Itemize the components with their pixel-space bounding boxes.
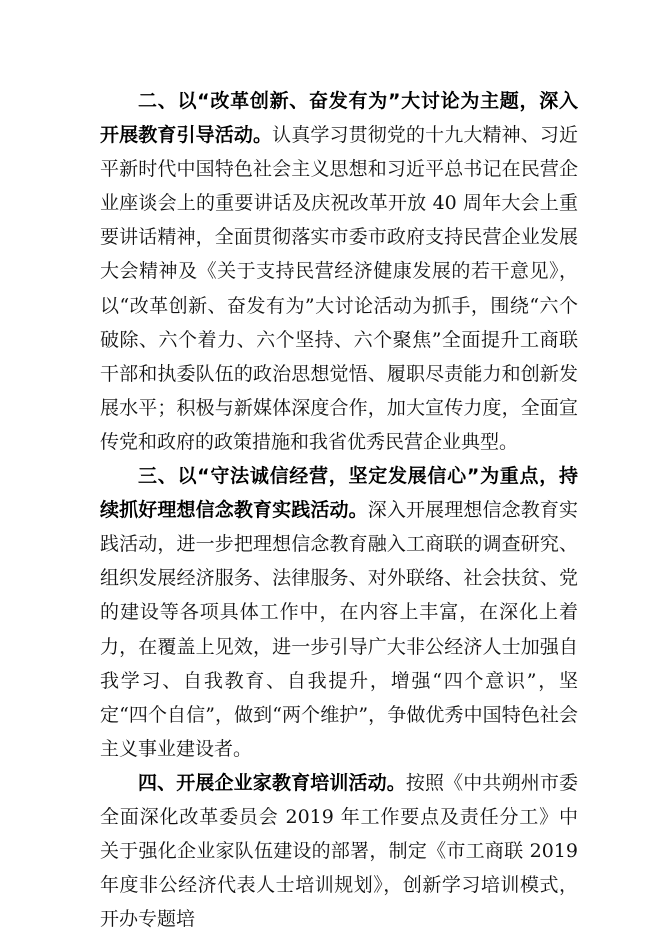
document-body <box>100 84 578 936</box>
paragraph-2-heading: 二、以“改革创新、奋发有为”大讨论为主题，深入开展教育引导活动。 <box>100 90 578 147</box>
paragraph-4-body: 按照《中共朔州市委全面深化改革委员会 2019 年工作要点及责任分工》中关于强化企业家队伍建设的部署，制定《市工商联 2019 年度非公经济代表人士培训规划》，创新学习培训模式，开办专题培 <box>100 771 578 931</box>
paragraph-3 <box>100 459 578 766</box>
paragraph-2-body: 认真学习贯彻党的十九大精神、习近平新时代中国特色社会主义思想和习近平总书记在民营企业座谈会上的重要讲话及庆祝改革开放 40 周年大会上重要讲话精神，全面贯彻落实市委市政府支持民营企业发展大会精神及《关于支持民营经济健康发展的若干意见》，以“改革创新、奋发有为”大讨论活动为抓手，围绕“六个破除、六个着力、六个坚持、六个聚焦”全面提升工商联干部和执委队伍的政治思想觉悟、履职尽责能力和创新发展水平；积极与新媒体深度合作，加大宣传力度，全面宣传党和政府的政策措施和我省优秀民营企业典型。 <box>100 124 578 453</box>
paragraph-3-body: 深入开展理想信念教育实践活动，进一步把理想信念教育融入工商联的调查研究、组织发展经济服务、法律服务、对外联络、社会扶贫、党的建设等各项具体工作中，在内容上丰富，在深化上着力，在覆盖上见效，进一步引导广大非公经济人士加强自我学习、自我教育、自我提升，增强“四个意识”，坚定“四个自信”，做到“两个维护”，争做优秀中国特色社会主义事业建设者。 <box>100 499 578 760</box>
paragraph-3-heading: 三、以“守法诚信经营，坚定发展信心”为重点，持续抓好理想信念教育实践活动。 <box>100 465 578 522</box>
paragraph-4-heading: 四、开展企业家教育培训活动。 <box>138 771 406 794</box>
paragraph-2 <box>100 84 578 459</box>
paragraph-4 <box>100 766 578 936</box>
